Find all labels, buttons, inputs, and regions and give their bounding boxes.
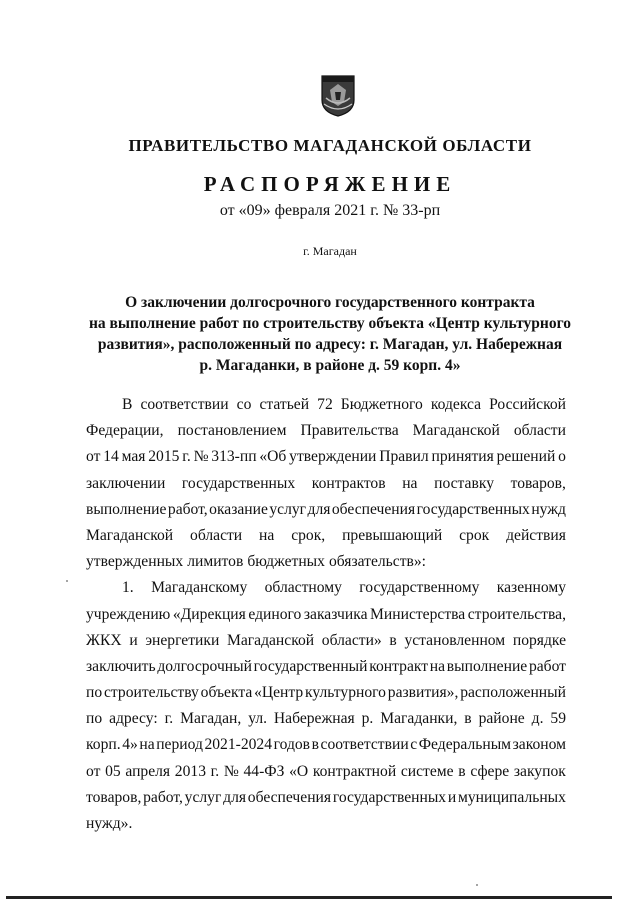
body-line: по строительству объекта «Центр культурного развития», расположенный (86, 684, 566, 702)
body-line: корп. 4» на период 2021-2024 годов в соответствии с Федеральным законом (86, 736, 566, 754)
body-line: нужд». (86, 815, 133, 832)
body-line: товаров, работ, услуг для обеспечения государственных и муниципальных (86, 788, 566, 806)
document-type: РАСПОРЯЖЕНИЕ (203, 172, 457, 196)
body-line: 1. Магаданскому областному государственному казенному (122, 579, 566, 597)
body-line: по адресу: г. Магадан, ул. Набережная р. Магаданки, в районе д. 59 (86, 710, 566, 728)
body-line: заключении государственных контрактов на поставку товаров, (86, 474, 566, 492)
title-line: О заключении долгосрочного государственного контракта (125, 294, 535, 311)
body-line: ЖКХ и энергетики Магаданской области» в установленном порядке (86, 631, 566, 649)
title-line: развития», расположенный по адресу: г. Магадан, ул. Набережная (97, 336, 563, 353)
government-name: ПРАВИТЕЛЬСТВО МАГАДАНСКОЙ ОБЛАСТИ (128, 136, 532, 155)
document-body (86, 392, 566, 837)
body-line: Федерации, постановлением Правительства Магаданской области (86, 422, 566, 440)
bottom-divider (6, 896, 612, 899)
scan-speck (66, 580, 68, 582)
city: г. Магадан (303, 244, 357, 258)
body-line: Магаданской области на срок, превышающий срок действия (86, 526, 566, 544)
body-line: от 05 апреля 2013 г. № 44-ФЗ «О контрактной системе в сфере закупок (86, 762, 566, 780)
scan-speck (476, 884, 478, 886)
date-number: от «09» февраля 2021 г. № 33-рп (219, 202, 441, 219)
coat-of-arms-icon (318, 72, 358, 118)
body-line: утвержденных лимитов бюджетных обязательств»: (86, 553, 427, 571)
title-line: р. Магаданки, в районе д. 59 корп. 4» (199, 357, 461, 374)
body-line: учреждению «Дирекция единого заказчика Министерства строительства, (86, 605, 566, 623)
body-line: выполнение работ, оказание услуг для обеспечения государственных нужд (86, 500, 566, 518)
document-title (60, 292, 600, 376)
title-line: на выполнение работ по строительству объекта «Центр культурного (88, 315, 571, 332)
body-line: В соответствии со статьей 72 Бюджетного кодекса Российской (122, 396, 566, 413)
body-line: от 14 мая 2015 г. № 313-пп «Об утверждении Правил принятия решений о (86, 448, 566, 466)
body-line: заключить долгосрочный государственный контракт на выполнение работ (86, 657, 566, 675)
